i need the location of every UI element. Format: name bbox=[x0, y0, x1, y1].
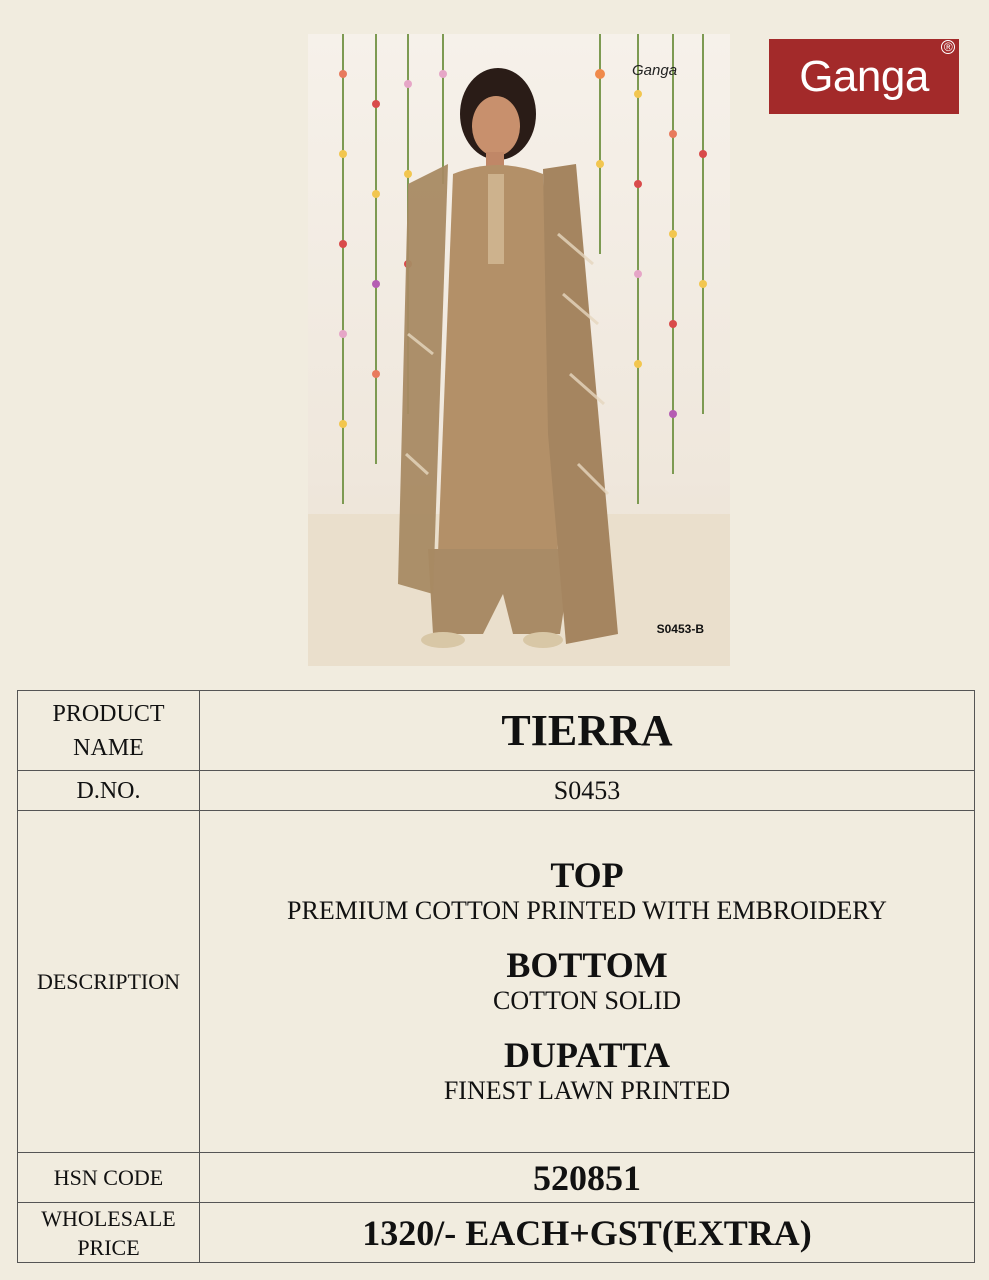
brand-logo-text: Ganga bbox=[799, 51, 929, 101]
description-label: DESCRIPTION bbox=[18, 811, 200, 1153]
row-dno bbox=[18, 771, 975, 811]
photo-watermark: Ganga bbox=[632, 62, 678, 79]
description-bottom bbox=[200, 944, 974, 1016]
price-value: 1320/- EACH+GST(EXTRA) bbox=[200, 1203, 975, 1263]
design-code-label: S0453-B bbox=[656, 622, 704, 636]
product-photo bbox=[308, 34, 730, 666]
hsn-label: HSN CODE bbox=[18, 1153, 200, 1203]
row-product-name bbox=[18, 691, 975, 771]
description-dupatta bbox=[200, 1034, 974, 1106]
description-cell bbox=[200, 811, 975, 1153]
brand-logo bbox=[769, 39, 959, 114]
product-name-label: PRODUCT NAME bbox=[18, 691, 200, 771]
price-label: WHOLESALE PRICE bbox=[18, 1203, 200, 1263]
dno-value: S0453 bbox=[200, 771, 975, 811]
row-description bbox=[18, 811, 975, 1153]
dno-label: D.NO. bbox=[18, 771, 200, 811]
photo-illustration bbox=[308, 34, 730, 666]
product-spec-table bbox=[17, 690, 975, 1263]
hsn-value: 520851 bbox=[200, 1153, 975, 1203]
row-hsn bbox=[18, 1153, 975, 1203]
product-name-value: TIERRA bbox=[200, 691, 975, 771]
registered-mark: ® bbox=[941, 40, 955, 54]
row-price bbox=[18, 1203, 975, 1263]
description-detail: FINEST LAWN PRINTED bbox=[443, 1075, 731, 1105]
description-detail: PREMIUM COTTON PRINTED WITH EMBROIDERY bbox=[287, 895, 887, 925]
description-heading: BOTTOM bbox=[506, 944, 668, 985]
description-heading: TOP bbox=[550, 854, 624, 895]
description-heading: DUPATTA bbox=[504, 1034, 670, 1075]
description-detail: COTTON SOLID bbox=[492, 985, 682, 1015]
description-top bbox=[200, 854, 974, 926]
